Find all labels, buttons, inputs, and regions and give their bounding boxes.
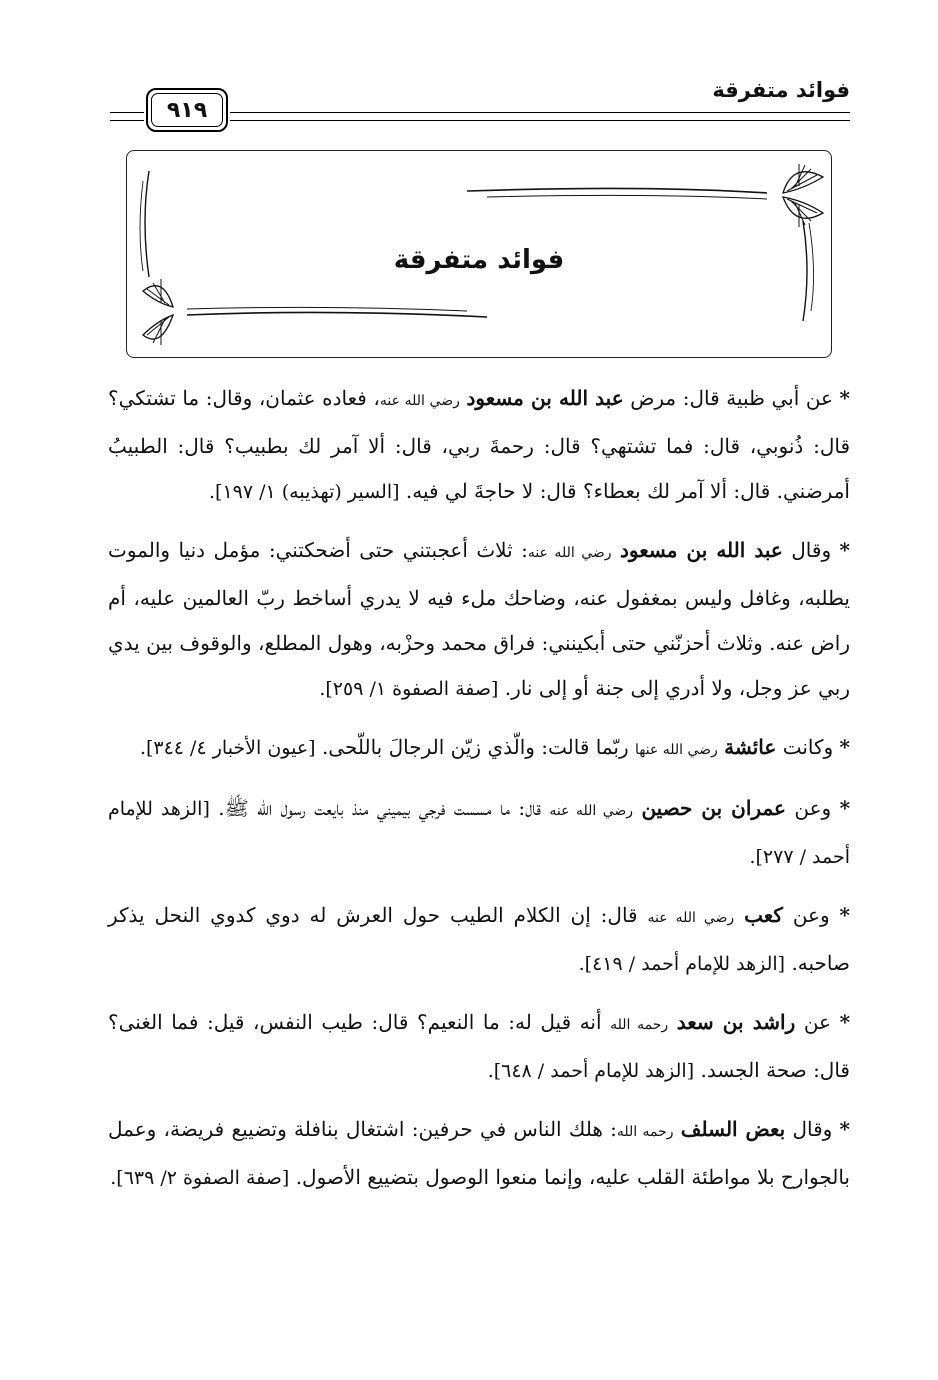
narrator-name: عائشة <box>724 735 777 759</box>
entry-text: ، فعاده عثمان، وقال: ما تشتكي؟ قال: ذُنوبي، قال: فما تشتهي؟ قال: رحمةَ ربي، قال: ألا آمر لك بطبيب؟ قال: الطبيبُ أمرضني. قال: ألا آمر لك بعطاء؟ قال: لا حاجةَ لي فيه. <box>108 386 850 503</box>
header-rule-right <box>230 112 850 121</box>
narrator-name: راشد بن سعد <box>676 1010 796 1034</box>
narration-entry <box>108 528 850 712</box>
page-number: ٩١٩ <box>166 97 208 123</box>
entry-text: : ثلاث أعجبتني حتى أضحكتني: مؤمل دنيا والموت يطلبه، وغافل وليس بمغفول عنه، وضاحك ملء فيه لا يدري أساخط ربّ العالمين عليه، أم راض عنه. وثلاث أحزنّني حتى أبكينني: فراق محمد وحزْبه، وهول المطلع، والوقوف بين يدي ربي عز وجل، ولا أدري إلى جنة أو إلى نار. <box>108 538 850 700</box>
entry-lead: وكانت <box>782 735 834 759</box>
narrator-name: كعب <box>744 903 783 927</box>
entry-lead: عن أبي ظبية قال: مرض <box>630 386 833 410</box>
narrator-name: عبد الله بن مسعود <box>620 538 783 562</box>
narration-entry <box>108 725 850 773</box>
narrator-name: عمران بن حصين <box>641 796 786 820</box>
entry-star: * <box>839 1010 851 1034</box>
entry-text: : هلك الناس في حرفين: اشتغال بنافلة وتضييع فريضة، وعمل بالجوارح بلا مواطئة القلب عليه، وإنما منعوا الوصول بتضييع الأصول. <box>108 1117 850 1189</box>
narration-entry <box>108 893 850 987</box>
entry-lead: وعن <box>794 796 832 820</box>
citation: [صفة الصفوة ١/ ٢٥٩]. <box>319 678 499 700</box>
narration-entry <box>108 376 850 515</box>
entry-star: * <box>839 796 851 820</box>
shell-icon-top-right <box>783 164 823 227</box>
page-number-frame <box>146 88 228 132</box>
narration-entry <box>108 786 850 880</box>
citation: [السير (تهذيبه) ١/ ١٩٧]. <box>208 481 400 503</box>
entry-star: * <box>839 386 851 410</box>
entry-lead: وقال <box>792 1117 833 1141</box>
entry-star: * <box>839 538 851 562</box>
page-content <box>108 376 850 1214</box>
title-panel <box>126 150 832 358</box>
honorific: رضي الله عنه <box>647 910 735 926</box>
honorific: رضي الله عنه <box>549 803 634 819</box>
honorific: رضي الله عنه <box>379 393 460 409</box>
citation: [الزهد للإمام أحمد / ٤١٩]. <box>578 953 786 975</box>
entry-star: * <box>839 735 850 759</box>
narrator-name: عبد الله بن مسعود <box>466 386 624 410</box>
citation: [الزهد للإمام أحمد / ٢٧٧]. <box>108 798 850 868</box>
honorific: رحمه الله <box>616 1124 674 1140</box>
citation: [عيون الأخبار ٤/ ٣٤٤]. <box>139 737 316 759</box>
narration-entry <box>108 1107 850 1201</box>
entry-text: ربّما قالت: والّذي زيّن الرجالَ باللّحى. <box>321 735 635 759</box>
honorific: رحمه الله <box>610 1017 669 1033</box>
page-header <box>110 70 850 130</box>
running-title: فوائد متفرقة <box>712 78 850 102</box>
narrator-name: بعض السلف <box>680 1117 786 1141</box>
honorific: رضي الله عنها <box>634 742 718 758</box>
citation: [الزهد للإمام أحمد / ٦٤٨]. <box>487 1060 695 1082</box>
entry-lead: وعن <box>792 903 830 927</box>
shell-icon-bottom-left <box>143 279 173 345</box>
honorific: رضي الله عنه <box>527 545 612 561</box>
entry-text: أنه قيل له: ما النعيم؟ قال: طيب النفس، قيل: فما الغنى؟ قال: صحة الجسد. <box>108 1010 850 1082</box>
entry-star: * <box>839 1117 850 1141</box>
header-rule-left <box>110 112 144 121</box>
entry-lead: عن <box>803 1010 831 1034</box>
section-title: فوائد متفرقة <box>393 245 565 275</box>
entry-star: * <box>839 903 851 927</box>
narration-entry <box>108 1000 850 1094</box>
entry-text: قال: إن الكلام الطيب حول العرش له دوي كدوي النحل يذكر صاحبه. <box>108 903 850 975</box>
citation: [صفة الصفوة ٢/ ٦٣٩]. <box>110 1167 290 1189</box>
entry-text: قال: ما مسست فرجي بيميني منذ بايعت رسول الله ﷺ. <box>218 796 550 820</box>
entry-lead: وقال <box>791 538 832 562</box>
